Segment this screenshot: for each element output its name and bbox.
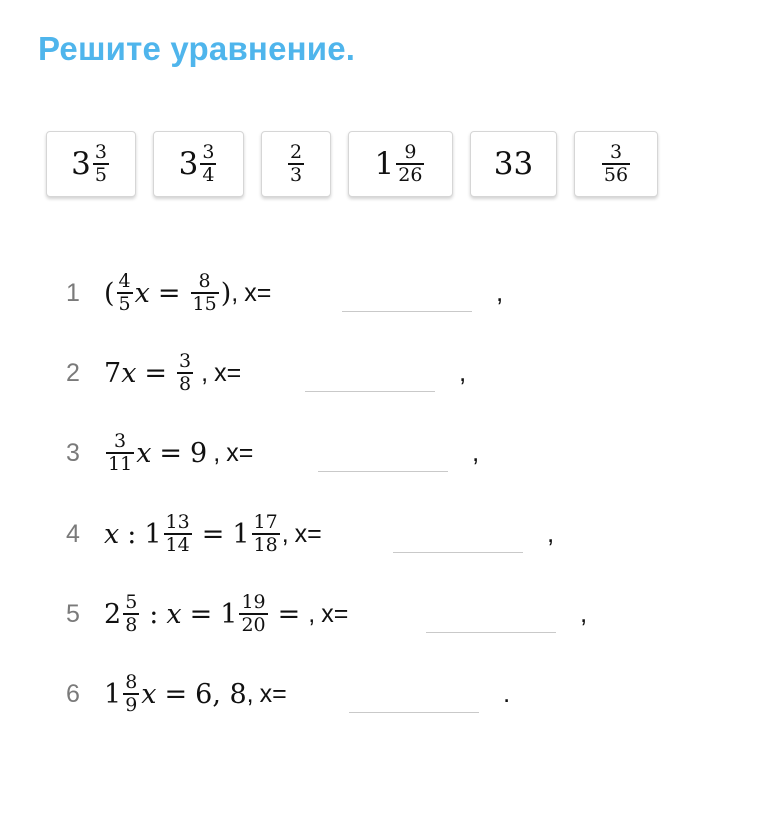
equals: = xyxy=(157,277,181,309)
chip-whole: 33 xyxy=(493,145,534,182)
denominator: 18 xyxy=(253,533,278,556)
chip-fraction xyxy=(93,142,109,185)
denominator: 9 xyxy=(125,693,138,716)
trailing-punct: , xyxy=(580,598,588,628)
whole-part: 1 xyxy=(220,598,238,630)
equation-item-5 xyxy=(66,584,606,644)
separator: , xyxy=(231,278,239,307)
equation xyxy=(104,351,241,394)
numerator: 4 xyxy=(118,270,131,293)
denominator: 20 xyxy=(241,613,266,636)
fraction xyxy=(123,672,139,715)
item-number: 6 xyxy=(66,679,80,708)
numerator: 9 xyxy=(404,141,417,164)
fraction xyxy=(239,592,267,635)
whole-part: 1 xyxy=(232,518,250,550)
denominator: 15 xyxy=(192,292,217,315)
answer-chip-1[interactable] xyxy=(46,131,136,197)
trailing-punct: , xyxy=(496,277,504,307)
numerator: 8 xyxy=(125,671,138,694)
numerator: 3 xyxy=(179,350,192,373)
answer-chip-4[interactable] xyxy=(348,131,453,197)
coefficient: 7 xyxy=(104,357,122,389)
x-equals-label: x= xyxy=(244,278,272,307)
answer-field-6[interactable] xyxy=(349,676,479,713)
answer-field-1[interactable] xyxy=(342,275,472,312)
answer-field-4[interactable] xyxy=(393,516,523,553)
answer-chip-6[interactable] xyxy=(574,131,658,197)
equation-item-3 xyxy=(66,423,566,483)
numerator: 3 xyxy=(114,430,127,453)
numerator: 8 xyxy=(198,270,211,293)
equation xyxy=(104,271,271,314)
separator: , xyxy=(308,599,316,628)
number: 6, 8 xyxy=(195,678,247,710)
item-number: 1 xyxy=(66,278,80,307)
numerator: 19 xyxy=(241,591,266,614)
chip-whole: 3 xyxy=(71,145,91,182)
equals: = xyxy=(277,598,301,630)
colon: : xyxy=(149,598,159,630)
chip-whole: 3 xyxy=(178,145,199,182)
chip-fraction xyxy=(200,142,216,185)
chip-fraction xyxy=(396,142,424,185)
answer-field-5[interactable] xyxy=(426,596,556,633)
numerator: 3 xyxy=(94,141,107,164)
equation-item-2 xyxy=(66,343,566,403)
denominator: 3 xyxy=(289,163,303,186)
equals: = xyxy=(189,598,213,630)
variable: x xyxy=(121,357,137,389)
equals: = xyxy=(201,518,225,550)
denominator: 26 xyxy=(398,163,423,186)
numerator: 5 xyxy=(125,591,138,614)
equals: = xyxy=(144,357,168,389)
item-number: 3 xyxy=(66,438,80,467)
fraction xyxy=(123,592,139,635)
equation xyxy=(104,592,348,635)
denominator: 8 xyxy=(125,613,138,636)
page-title: Решите уравнение. xyxy=(38,30,356,67)
x-equals-label: x= xyxy=(226,438,254,467)
variable: x xyxy=(141,678,157,710)
denominator: 5 xyxy=(94,163,107,186)
separator: , xyxy=(246,679,254,708)
denominator: 5 xyxy=(118,292,131,315)
x-equals-label: x= xyxy=(259,679,287,708)
trailing-punct: , xyxy=(547,518,555,548)
fraction xyxy=(177,351,193,394)
fraction xyxy=(117,271,133,314)
fraction xyxy=(164,512,192,555)
chip-fraction xyxy=(602,142,630,185)
denominator: 11 xyxy=(108,452,133,475)
variable: x xyxy=(136,437,152,469)
item-number: 2 xyxy=(66,358,80,387)
answer-field-2[interactable] xyxy=(305,355,435,392)
equation-item-4 xyxy=(66,504,586,564)
denominator: 8 xyxy=(179,372,192,395)
whole-part: 1 xyxy=(104,678,122,710)
chip-fraction xyxy=(288,142,304,185)
numerator: 3 xyxy=(609,141,623,164)
whole-part: 2 xyxy=(104,598,122,630)
fraction xyxy=(252,512,280,555)
trailing-punct: , xyxy=(459,357,467,387)
numerator: 2 xyxy=(289,141,303,164)
trailing-punct: , xyxy=(472,437,480,467)
numerator: 13 xyxy=(165,511,190,534)
numerator: 3 xyxy=(202,141,215,164)
equals: = xyxy=(164,678,188,710)
x-equals-label: x= xyxy=(294,519,322,548)
number: 9 xyxy=(190,437,208,469)
chip-whole: 1 xyxy=(374,145,395,182)
answer-chip-2[interactable] xyxy=(153,131,244,197)
numerator: 17 xyxy=(253,511,278,534)
paren: ) xyxy=(220,277,232,309)
variable: x xyxy=(166,598,182,630)
answer-field-3[interactable] xyxy=(318,435,448,472)
item-number: 5 xyxy=(66,599,80,628)
separator: , xyxy=(281,519,289,548)
x-equals-label: x= xyxy=(214,358,242,387)
colon: : xyxy=(127,518,137,550)
variable: x xyxy=(134,277,150,309)
equation xyxy=(104,672,287,715)
fraction xyxy=(191,271,219,314)
item-number: 4 xyxy=(66,519,80,548)
answer-chip-3[interactable] xyxy=(261,131,331,197)
equals: = xyxy=(159,437,183,469)
x-equals-label: x= xyxy=(321,599,349,628)
denominator: 56 xyxy=(603,163,629,186)
equation-item-6 xyxy=(66,664,566,724)
equation-item-1 xyxy=(66,263,566,323)
denominator: 4 xyxy=(202,163,215,186)
trailing-punct: . xyxy=(503,678,511,708)
paren: ( xyxy=(104,277,115,309)
separator: , xyxy=(213,438,221,467)
equation xyxy=(104,512,322,555)
whole-part: 1 xyxy=(144,518,162,550)
separator: , xyxy=(201,358,209,387)
denominator: 14 xyxy=(165,533,190,556)
variable: x xyxy=(104,518,120,550)
fraction xyxy=(106,431,134,474)
answer-chip-5[interactable] xyxy=(470,131,557,197)
equation xyxy=(104,431,253,474)
